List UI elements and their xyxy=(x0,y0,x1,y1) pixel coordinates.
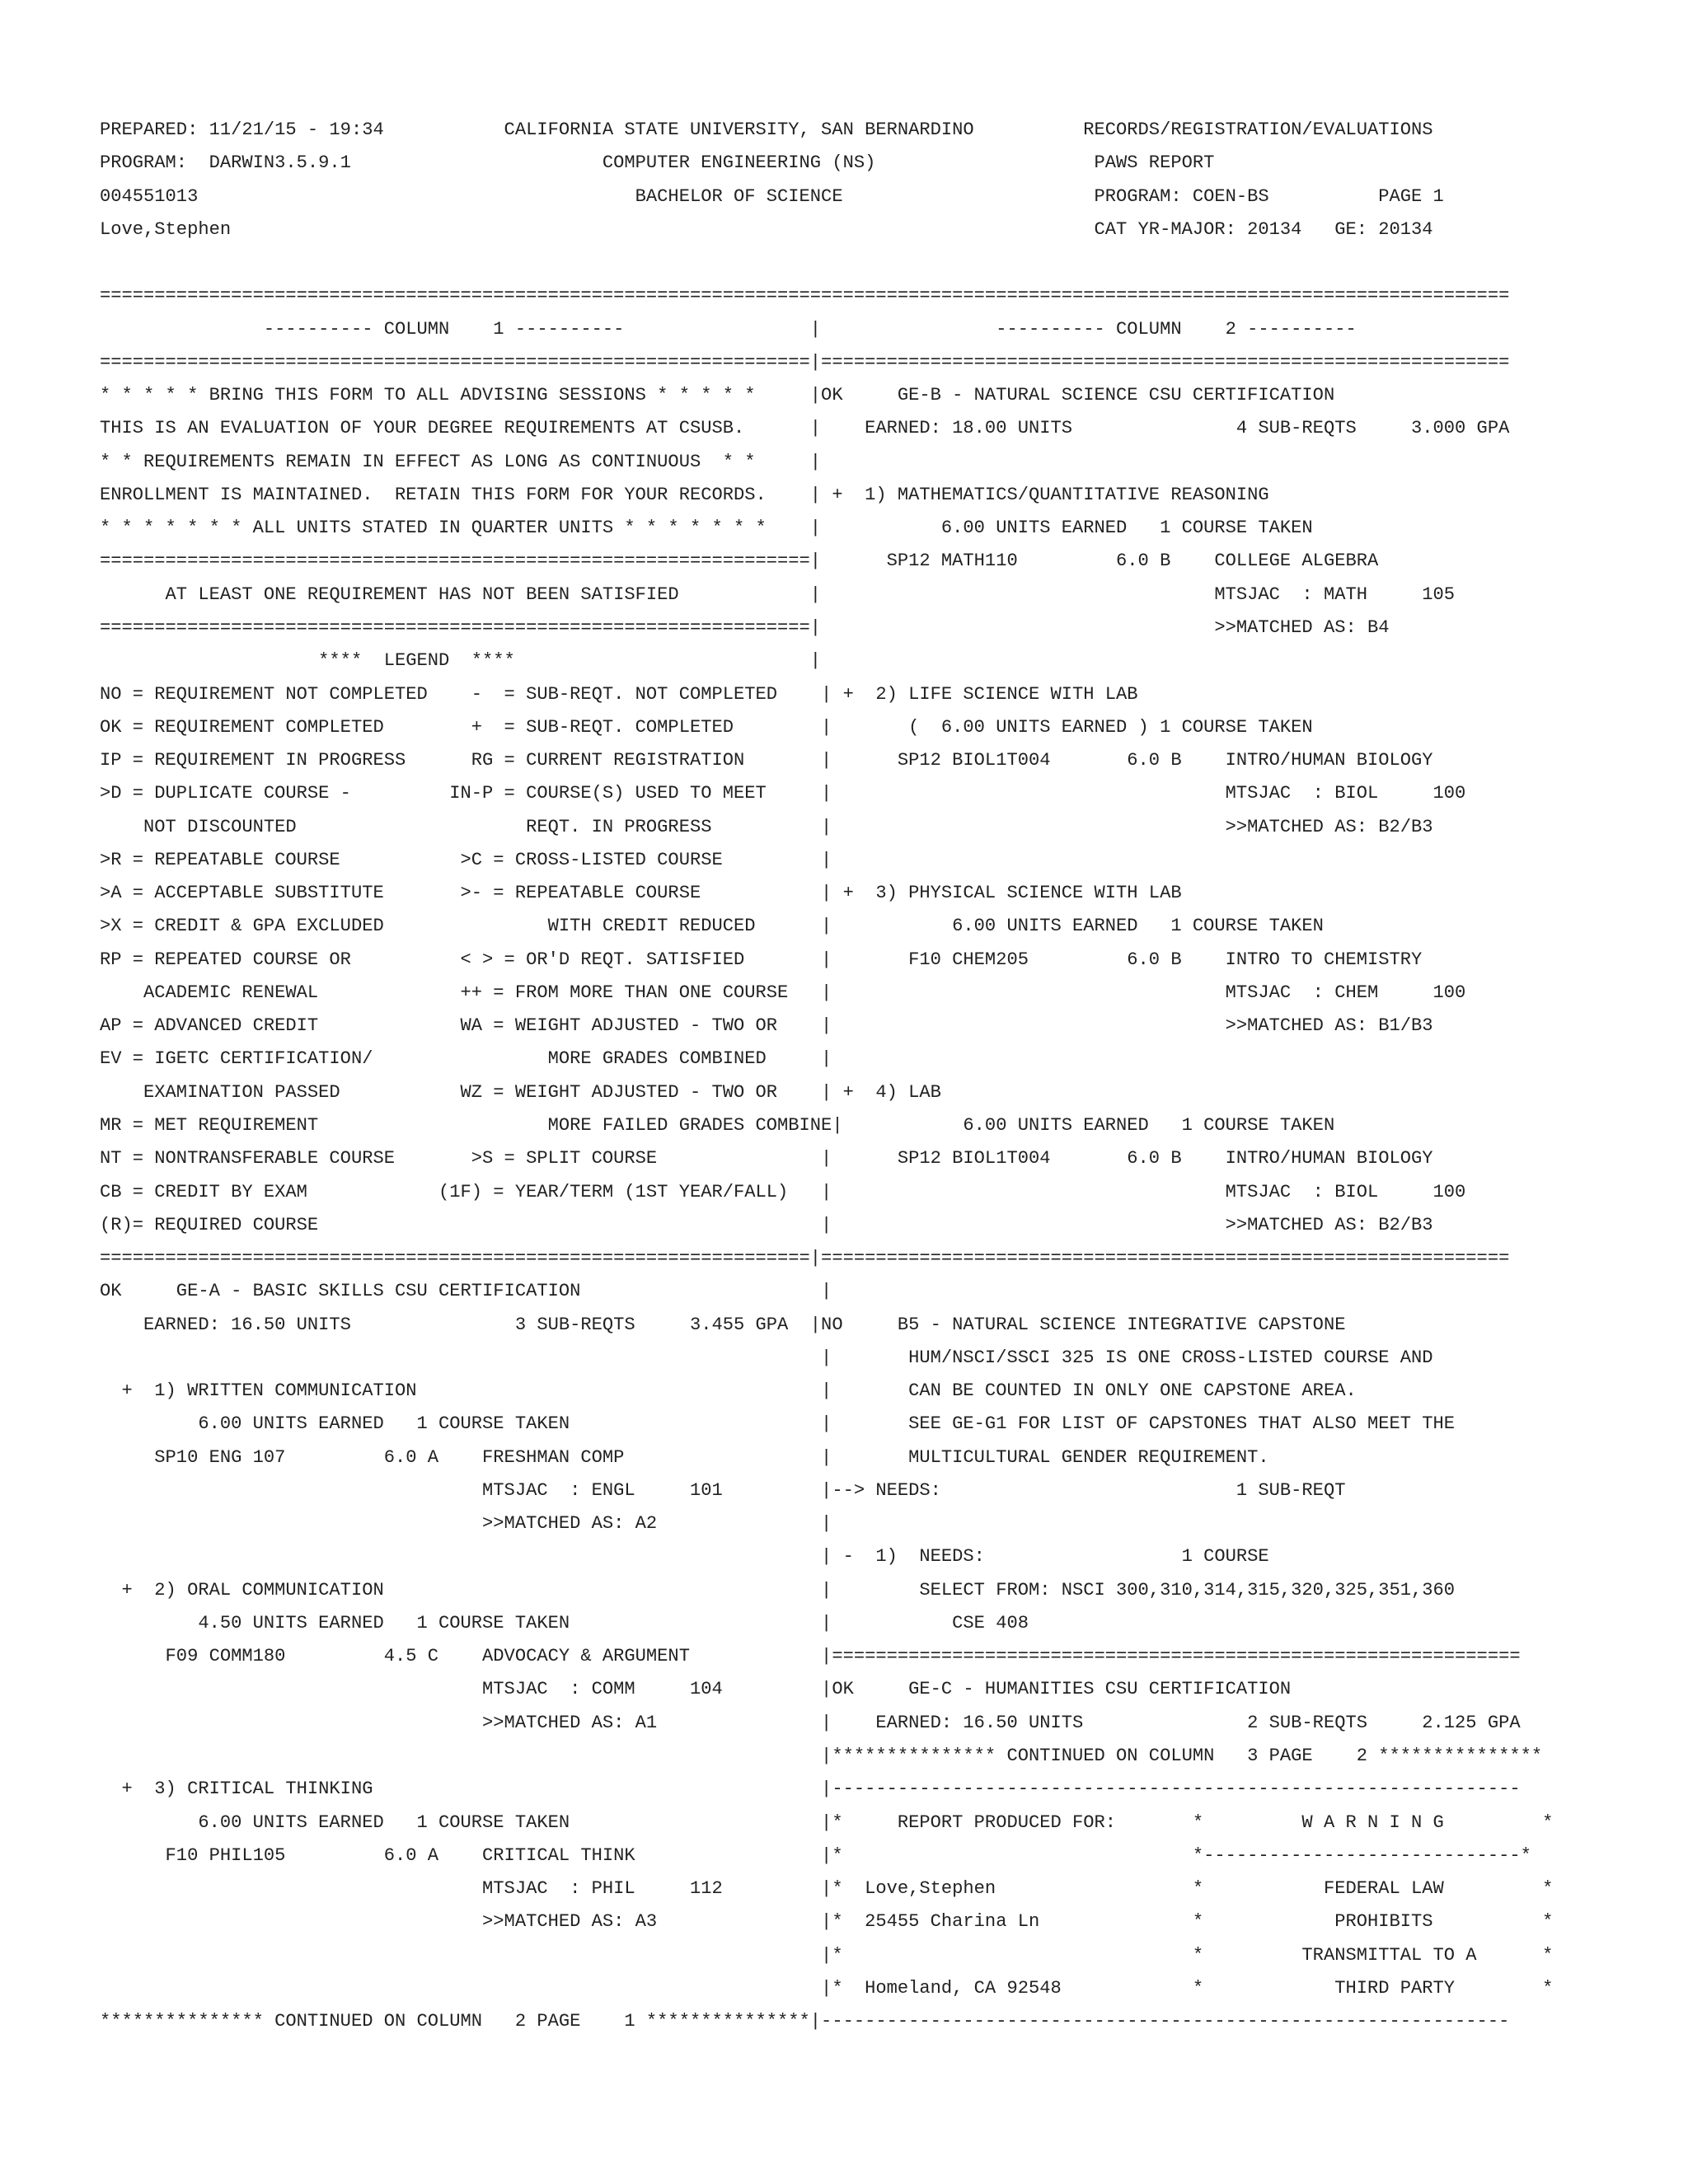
report-line: ---------- COLUMN 1 ---------- | ---------- COLUMN 2 ---------- xyxy=(100,318,1357,340)
report-line: >>MATCHED AS: A1 | EARNED: 16.50 UNITS 2 SUB-REQTS 2.125 GPA xyxy=(100,1712,1521,1733)
report-line: PREPARED: 11/21/15 - 19:34 CALIFORNIA STATE UNIVERSITY, SAN BERNARDINO RECORDS/REGISTRATION/EVALUATIONS xyxy=(100,120,1433,140)
report-line: =================================================================|=============================================================== xyxy=(100,1248,1510,1269)
report-line: SP10 ENG 107 6.0 A FRESHMAN COMP | MULTICULTURAL GENDER REQUIREMENT. xyxy=(100,1446,1269,1468)
report-line: F10 PHIL105 6.0 A CRITICAL THINK |* *-----------------------------* xyxy=(100,1844,1531,1866)
report-line: |*************** CONTINUED ON COLUMN 3 PAGE 2 *************** xyxy=(100,1746,1543,1767)
report-line: THIS IS AN EVALUATION OF YOUR DEGREE REQUIREMENTS AT CSUSB. | EARNED: 18.00 UNITS 4 SUB-REQTS 3.000 GPA xyxy=(100,418,1510,439)
report-line: 6.00 UNITS EARNED 1 COURSE TAKEN | SEE GE-G1 FOR LIST OF CAPSTONES THAT ALSO MEET THE xyxy=(100,1413,1456,1435)
report-line: ACADEMIC RENEWAL ++ = FROM MORE THAN ONE COURSE | MTSJAC : CHEM 100 xyxy=(100,982,1466,1003)
report-line: 004551013 BACHELOR OF SCIENCE PROGRAM: COEN-BS PAGE 1 xyxy=(100,185,1444,207)
report-line: EXAMINATION PASSED WZ = WEIGHT ADJUSTED - TWO OR | + 4) LAB xyxy=(100,1081,941,1103)
report-line: EV = IGETC CERTIFICATION/ MORE GRADES COMBINED | xyxy=(100,1048,832,1070)
report-line: F09 COMM180 4.5 C ADVOCACY & ARGUMENT |=============================================================== xyxy=(100,1646,1521,1667)
report-line: ================================================================================================================================= xyxy=(100,285,1510,307)
report-line: =================================================================| >>MATCHED AS: B4 xyxy=(100,616,1390,638)
report-line: EARNED: 16.50 UNITS 3 SUB-REQTS 3.455 GPA |NO B5 - NATURAL SCIENCE INTEGRATIVE CAPSTONE xyxy=(100,1314,1346,1335)
report-line: * * * * * * * ALL UNITS STATED IN QUARTER UNITS * * * * * * * | 6.00 UNITS EARNED 1 COURSE TAKEN xyxy=(100,518,1313,539)
paws-report-text xyxy=(100,114,1583,2038)
report-line: NT = NONTRANSFERABLE COURSE >S = SPLIT COURSE | SP12 BIOL1T004 6.0 B INTRO/HUMAN BIOLOGY xyxy=(100,1148,1433,1169)
report-line: =================================================================|=============================================================== xyxy=(100,351,1510,373)
report-line: + 3) CRITICAL THINKING |--------------------------------------------------------------- xyxy=(100,1779,1521,1800)
report-line: MTSJAC : PHIL 112 |* Love,Stephen * FEDERAL LAW * xyxy=(100,1878,1554,1900)
report-line: ENROLLMENT IS MAINTAINED. RETAIN THIS FORM FOR YOUR RECORDS. | + 1) MATHEMATICS/QUANTITATIVE REASONING xyxy=(100,484,1269,505)
report-line: OK = REQUIREMENT COMPLETED + = SUB-REQT. COMPLETED | ( 6.00 UNITS EARNED ) 1 COURSE TAKEN xyxy=(100,716,1313,738)
report-line: | HUM/NSCI/SSCI 325 IS ONE CROSS-LISTED COURSE AND xyxy=(100,1347,1433,1368)
report-line: |* Homeland, CA 92548 * THIRD PARTY * xyxy=(100,1977,1554,1999)
report-line: * * * * * BRING THIS FORM TO ALL ADVISING SESSIONS * * * * * |OK GE-B - NATURAL SCIENCE CSU CERTIFICATION xyxy=(100,385,1335,406)
report-line: MR = MET REQUIREMENT MORE FAILED GRADES COMBINE| 6.00 UNITS EARNED 1 COURSE TAKEN xyxy=(100,1114,1335,1136)
report-line: + 1) WRITTEN COMMUNICATION | CAN BE COUNTED IN ONLY ONE CAPSTONE AREA. xyxy=(100,1380,1357,1402)
report-line: AP = ADVANCED CREDIT WA = WEIGHT ADJUSTED - TWO OR | >>MATCHED AS: B1/B3 xyxy=(100,1015,1433,1037)
report-line: CB = CREDIT BY EXAM (1F) = YEAR/TERM (1ST YEAR/FALL) | MTSJAC : BIOL 100 xyxy=(100,1181,1466,1202)
report-line: =================================================================| SP12 MATH110 6.0 B COLLEGE ALGEBRA xyxy=(100,551,1379,572)
report-line: >D = DUPLICATE COURSE - IN-P = COURSE(S) USED TO MEET | MTSJAC : BIOL 100 xyxy=(100,783,1466,804)
report-line: NO = REQUIREMENT NOT COMPLETED - = SUB-REQT. NOT COMPLETED | + 2) LIFE SCIENCE WITH LAB xyxy=(100,683,1138,705)
report-line: MTSJAC : ENGL 101 |--> NEEDS: 1 SUB-REQT xyxy=(100,1479,1346,1501)
report-line: *************** CONTINUED ON COLUMN 2 PAGE 1 ***************|--------------------------------------------------------------- xyxy=(100,2011,1510,2032)
report-line: NOT DISCOUNTED REQT. IN PROGRESS | >>MATCHED AS: B2/B3 xyxy=(100,816,1433,837)
report-line xyxy=(100,246,1583,279)
report-line: + 2) ORAL COMMUNICATION | SELECT FROM: NSCI 300,310,314,315,320,325,351,360 xyxy=(100,1579,1456,1601)
report-line: * * REQUIREMENTS REMAIN IN EFFECT AS LONG AS CONTINUOUS * * | xyxy=(100,451,822,472)
report-line: 6.00 UNITS EARNED 1 COURSE TAKEN |* REPORT PRODUCED FOR: * W A R N I N G * xyxy=(100,1811,1554,1833)
report-line: Love,Stephen CAT YR-MAJOR: 20134 GE: 20134 xyxy=(100,218,1433,240)
report-line: |* * TRANSMITTAL TO A * xyxy=(100,1944,1554,1966)
report-line: >>MATCHED AS: A2 | xyxy=(100,1513,832,1535)
report-line: | - 1) NEEDS: 1 COURSE xyxy=(100,1546,1269,1568)
report-line: >A = ACCEPTABLE SUBSTITUTE >- = REPEATABLE COURSE | + 3) PHYSICAL SCIENCE WITH LAB xyxy=(100,883,1182,904)
report-line: **** LEGEND **** | xyxy=(100,650,822,672)
report-line: >X = CREDIT & GPA EXCLUDED WITH CREDIT REDUCED | 6.00 UNITS EARNED 1 COURSE TAKEN xyxy=(100,916,1324,937)
report-line: 4.50 UNITS EARNED 1 COURSE TAKEN | CSE 408 xyxy=(100,1612,1029,1633)
report-line: IP = REQUIREMENT IN PROGRESS RG = CURRENT REGISTRATION | SP12 BIOL1T004 6.0 B INTRO/HUMAN BIOLOGY xyxy=(100,750,1433,771)
report-line: AT LEAST ONE REQUIREMENT HAS NOT BEEN SATISFIED | MTSJAC : MATH 105 xyxy=(100,583,1456,605)
report-line: >R = REPEATABLE COURSE >C = CROSS-LISTED COURSE | xyxy=(100,849,832,870)
report-line: MTSJAC : COMM 104 |OK GE-C - HUMANITIES CSU CERTIFICATION xyxy=(100,1679,1292,1700)
report-line: PROGRAM: DARWIN3.5.9.1 COMPUTER ENGINEERING (NS) PAWS REPORT xyxy=(100,152,1215,174)
report-line: OK GE-A - BASIC SKILLS CSU CERTIFICATION | xyxy=(100,1281,832,1302)
report-line: RP = REPEATED COURSE OR < > = OR'D REQT. SATISFIED | F10 CHEM205 6.0 B INTRO TO CHEMISTRY xyxy=(100,949,1423,970)
report-line: (R)= REQUIRED COURSE | >>MATCHED AS: B2/B3 xyxy=(100,1214,1433,1235)
report-line: >>MATCHED AS: A3 |* 25455 Charina Ln * PROHIBITS * xyxy=(100,1911,1554,1933)
